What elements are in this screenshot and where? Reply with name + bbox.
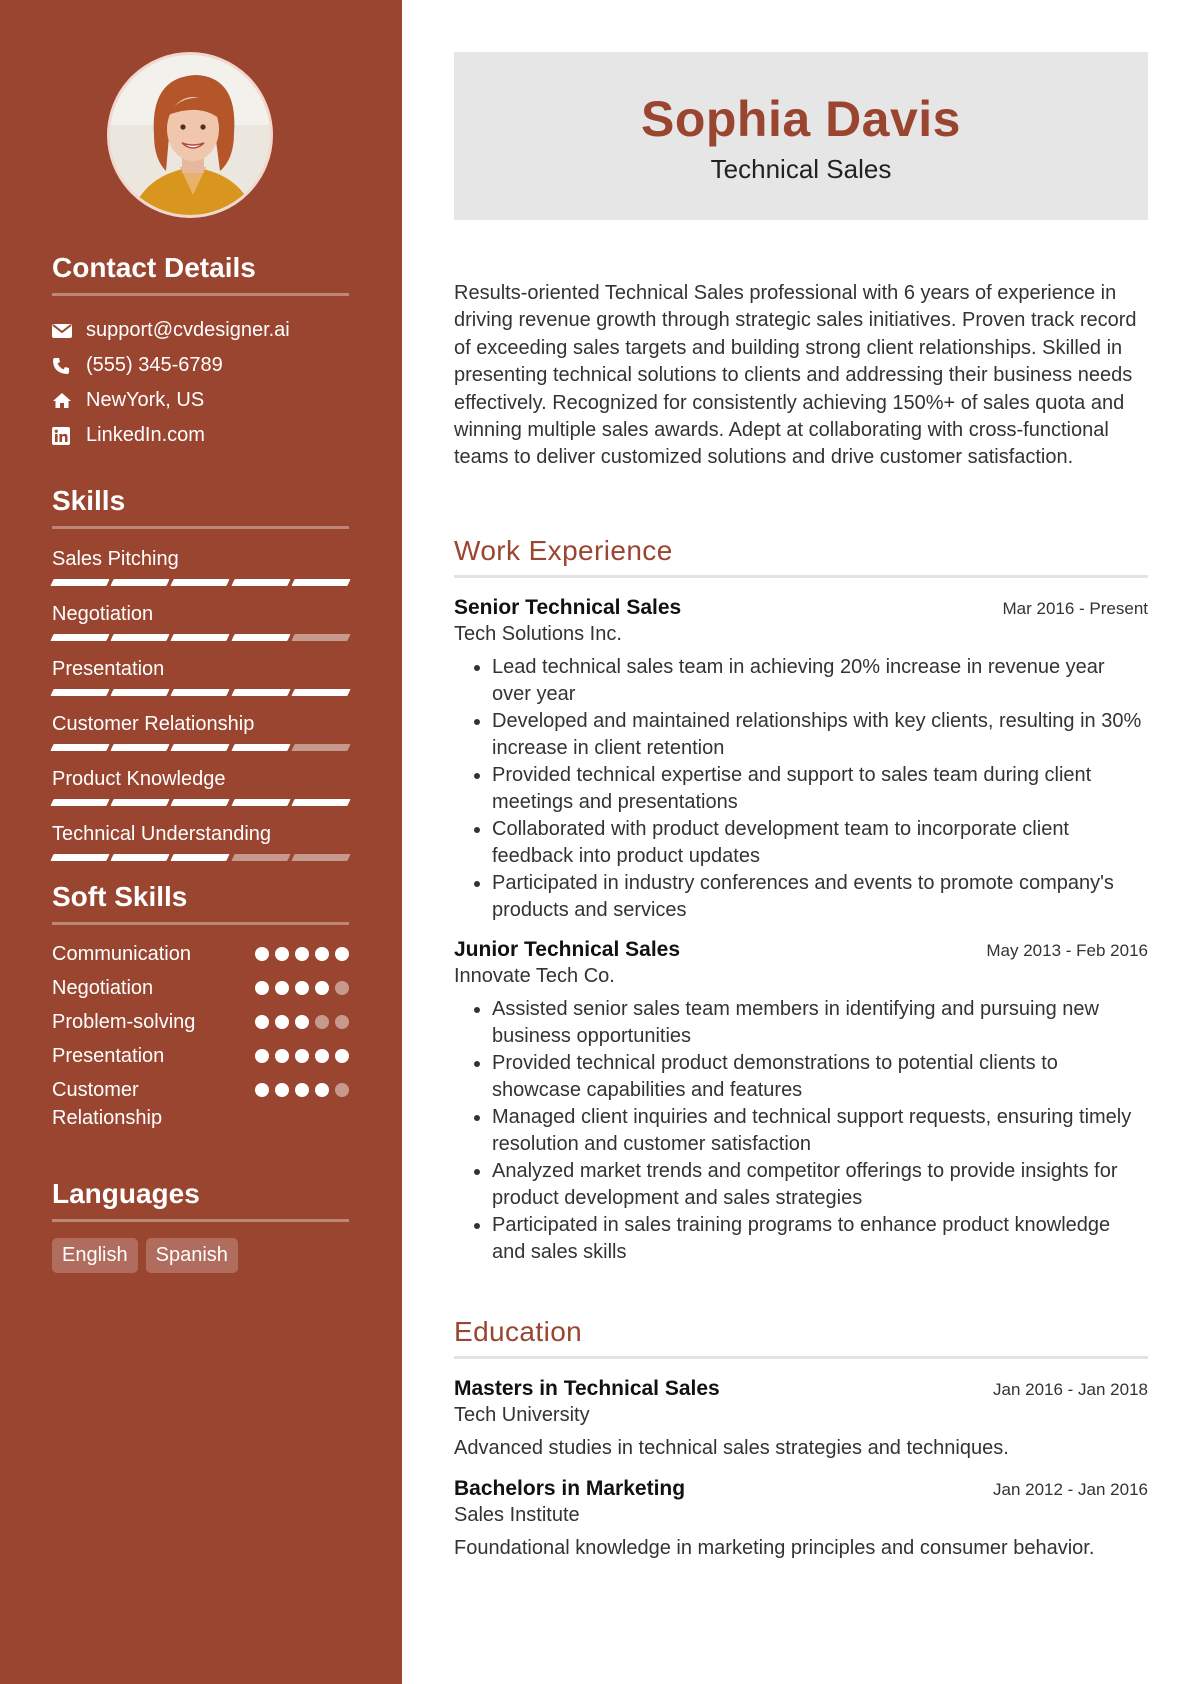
education-title: Education — [454, 1316, 1148, 1359]
soft-skill-rating — [255, 1042, 349, 1063]
soft-skill-name: Communication — [52, 943, 191, 965]
skill-level-segment — [50, 689, 109, 696]
name-header — [454, 52, 1148, 220]
job-bullet: • Collaborated with product development team to incorporate client feedback into product updates — [492, 816, 1148, 870]
skill-level-bar — [52, 799, 349, 806]
profile-summary: Results-oriented Technical Sales professional with 6 years of experience in driving revenue growth through strategic sales initiatives. Proven track record of exceeding sales targets and building strong client relationships. Skilled in presenting technical solutions to clients and addressing their business needs effectively. Recognized for consistently achieving 150%+ of sales quota and winning multiple sales awards. Adept at collaborating with cross-functional teams to deliver customized solutions and drive customer satisfaction. — [454, 282, 1137, 469]
skill-level-segment — [231, 634, 290, 641]
rating-dot — [315, 981, 329, 995]
skill-level-bar — [52, 579, 349, 586]
skill-level-segment — [231, 689, 290, 696]
contact-title: Contact Details — [52, 252, 349, 296]
language-tag: Spanish — [146, 1238, 238, 1273]
job-bullet: • Assisted senior sales team members in identifying and pursuing new business opportunities — [492, 996, 1148, 1050]
soft-skill-rating — [255, 1008, 349, 1029]
soft-skill-row — [52, 1076, 349, 1132]
rating-dot — [315, 1015, 329, 1029]
soft-skill-row — [52, 1008, 349, 1042]
soft-skills-list — [52, 940, 349, 1132]
skill-level-segment — [291, 799, 350, 806]
job-bullet: • Participated in industry conferences and events to promote company's products and services — [492, 870, 1148, 924]
work-experience-section — [454, 535, 1148, 1266]
rating-dot — [335, 981, 349, 995]
job-dates: May 2013 - Feb 2016 — [986, 941, 1148, 960]
profile-photo — [107, 52, 273, 218]
rating-dot — [295, 947, 309, 961]
education-school: Tech University — [454, 1404, 590, 1426]
rating-dot — [255, 1049, 269, 1063]
skill-name: Negotiation — [52, 603, 154, 625]
soft-skill-name: Negotiation — [52, 977, 154, 999]
skill-level-segment — [50, 634, 109, 641]
rating-dot — [335, 1049, 349, 1063]
skill-level-segment — [50, 744, 109, 751]
language-tag: English — [52, 1238, 138, 1273]
languages-list — [52, 1238, 349, 1273]
linkedin-icon — [52, 427, 86, 445]
skill-name: Customer Relationship — [52, 713, 255, 735]
skill-level-segment — [111, 689, 170, 696]
skill-level-segment — [171, 799, 230, 806]
skill-level-segment — [111, 579, 170, 586]
education-school: Sales Institute — [454, 1504, 580, 1526]
rating-dot — [295, 1049, 309, 1063]
skill-level-segment — [171, 744, 230, 751]
job-bullet: • Participated in sales training programs to enhance product knowledge and sales skills — [492, 1212, 1148, 1266]
skill-level-segment — [171, 689, 230, 696]
skills-list — [52, 544, 349, 861]
soft-skill-rating — [255, 940, 349, 961]
skill-level-segment — [291, 634, 350, 641]
phone-icon — [52, 357, 86, 375]
skill-level-bar — [52, 689, 349, 696]
soft-skill-row — [52, 974, 349, 1008]
job-company: Tech Solutions Inc. — [454, 623, 622, 645]
rating-dot — [315, 1083, 329, 1097]
skill-name: Presentation — [52, 658, 165, 680]
contact-email[interactable] — [52, 313, 349, 348]
skills-title: Skills — [52, 485, 349, 529]
job-bullet: • Provided technical expertise and support to sales team during client meetings and presentations — [492, 762, 1148, 816]
soft-skill-rating — [255, 974, 349, 995]
rating-dot — [335, 947, 349, 961]
contact-location — [52, 383, 349, 418]
skill-level-segment — [111, 799, 170, 806]
skill-level-segment — [171, 634, 230, 641]
rating-dot — [275, 1083, 289, 1097]
skill-level-segment — [111, 634, 170, 641]
skill-level-segment — [231, 744, 290, 751]
rating-dot — [315, 947, 329, 961]
education-degree: Bachelors in Marketing — [454, 1477, 686, 1500]
sidebar — [0, 0, 402, 1684]
rating-dot — [255, 1015, 269, 1029]
education-entry — [454, 1377, 1148, 1460]
skill-level-segment — [111, 854, 170, 861]
job-bullet: • Analyzed market trends and competitor offerings to provide insights for product development and sales strategies — [492, 1158, 1148, 1212]
soft-skill-name: Presentation — [52, 1045, 165, 1067]
skill-level-segment — [291, 579, 350, 586]
job-bullets — [454, 996, 1148, 1266]
education-description: Advanced studies in technical sales strategies and techniques. — [454, 1437, 1009, 1459]
job-bullet: • Managed client inquiries and technical support requests, ensuring timely resolution and customer satisfaction — [492, 1104, 1148, 1158]
skill-level-bar — [52, 854, 349, 861]
soft-skill-name: Customer Relationship — [52, 1079, 163, 1129]
job-bullet: • Developed and maintained relationships with key clients, resulting in 30% increase in client retention — [492, 708, 1148, 762]
contact-linkedin-text: LinkedIn.com — [86, 424, 205, 446]
contact-linkedin[interactable] — [52, 418, 349, 453]
rating-dot — [255, 947, 269, 961]
job-bullet: • Provided technical product demonstrations to potential clients to showcase capabilities and features — [492, 1050, 1148, 1104]
job-role: Junior Technical Sales — [454, 938, 681, 961]
soft-skill-name: Problem-solving — [52, 1011, 196, 1033]
job-dates: Mar 2016 - Present — [1002, 599, 1148, 618]
rating-dot — [255, 981, 269, 995]
rating-dot — [275, 981, 289, 995]
job-role: Senior Technical Sales — [454, 596, 682, 619]
rating-dot — [335, 1015, 349, 1029]
contact-phone[interactable] — [52, 348, 349, 383]
candidate-name: Sophia Davis — [641, 91, 961, 147]
envelope-icon — [52, 323, 86, 339]
rating-dot — [315, 1049, 329, 1063]
education-section — [454, 1316, 1148, 1560]
skill-level-segment — [111, 744, 170, 751]
skill-level-segment — [50, 579, 109, 586]
skill-name: Sales Pitching — [52, 548, 179, 570]
rating-dot — [275, 947, 289, 961]
job-entry — [454, 938, 1148, 1266]
rating-dot — [295, 1015, 309, 1029]
contact-email-text: support@cvdesigner.ai — [86, 319, 290, 341]
skill-level-segment — [291, 744, 350, 751]
skill-level-segment — [50, 854, 109, 861]
skills-section — [52, 485, 349, 874]
education-entry — [454, 1477, 1148, 1560]
languages-title: Languages — [52, 1178, 349, 1222]
soft-skills-section — [52, 881, 349, 1132]
job-entry — [454, 596, 1148, 924]
soft-skill-rating — [255, 1076, 349, 1097]
skill-level-segment — [171, 579, 230, 586]
job-company: Innovate Tech Co. — [454, 965, 615, 987]
skill-level-segment — [50, 799, 109, 806]
education-description: Foundational knowledge in marketing principles and consumer behavior. — [454, 1537, 1095, 1559]
soft-skills-title: Soft Skills — [52, 881, 349, 925]
rating-dot — [275, 1015, 289, 1029]
candidate-title: Technical Sales — [710, 154, 892, 184]
home-icon — [52, 392, 86, 409]
contact-phone-text: (555) 345-6789 — [86, 354, 223, 376]
rating-dot — [295, 981, 309, 995]
job-bullets — [454, 654, 1148, 924]
skill-level-segment — [231, 854, 290, 861]
contact-location-text: NewYork, US — [86, 389, 205, 411]
skill-level-segment — [231, 579, 290, 586]
languages-section — [52, 1178, 349, 1273]
rating-dot — [275, 1049, 289, 1063]
skill-level-segment — [231, 799, 290, 806]
rating-dot — [255, 1083, 269, 1097]
education-dates: Jan 2012 - Jan 2016 — [992, 1480, 1148, 1499]
soft-skill-row — [52, 940, 349, 974]
education-dates: Jan 2016 - Jan 2018 — [992, 1380, 1148, 1399]
work-experience-title: Work Experience — [454, 535, 1148, 578]
skill-name: Product Knowledge — [52, 768, 226, 790]
skill-level-bar — [52, 634, 349, 641]
soft-skill-row — [52, 1042, 349, 1076]
education-degree: Masters in Technical Sales — [454, 1377, 720, 1400]
rating-dot — [295, 1083, 309, 1097]
skill-level-segment — [291, 689, 350, 696]
job-bullet: • Lead technical sales team in achieving 20% increase in revenue year over year — [492, 654, 1148, 708]
skill-level-segment — [171, 854, 230, 861]
profile-photo-illustration — [110, 55, 273, 218]
contact-section — [52, 252, 349, 453]
skill-level-bar — [52, 744, 349, 751]
rating-dot — [335, 1083, 349, 1097]
skill-level-segment — [291, 854, 350, 861]
skill-name: Technical Understanding — [52, 823, 272, 845]
